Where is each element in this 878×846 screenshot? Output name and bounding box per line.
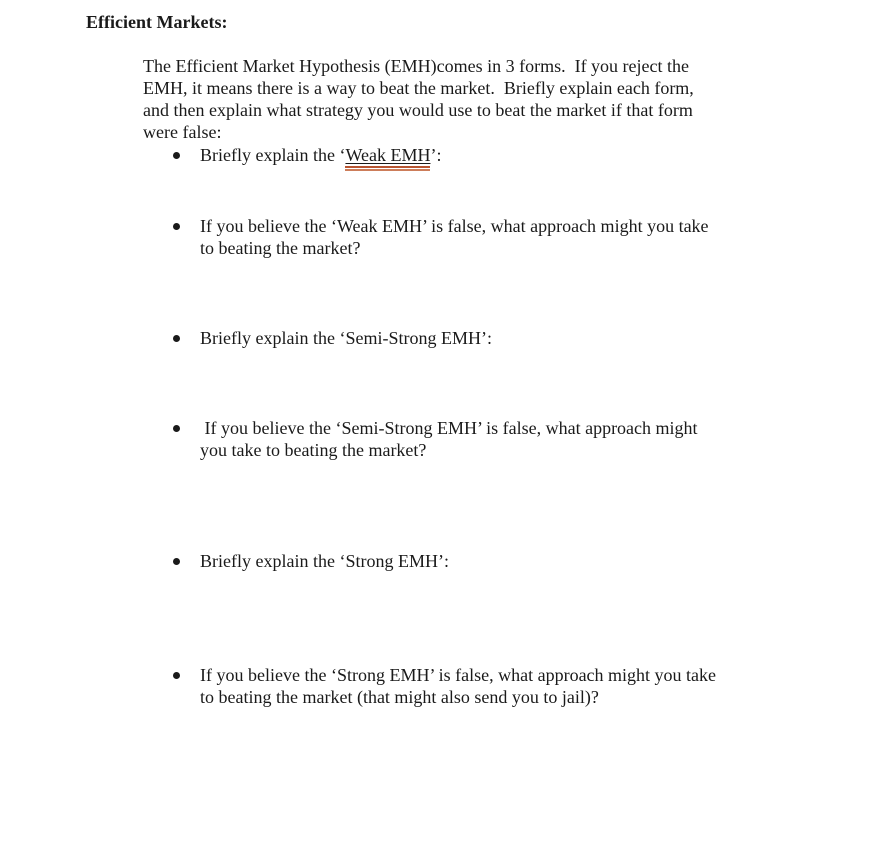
bullet-dot-icon: [173, 335, 180, 342]
bullet-text: to beating the market?: [200, 238, 361, 258]
section-heading: Efficient Markets:: [86, 12, 228, 32]
bullet-dot-icon: [173, 223, 180, 230]
intro-line: The Efficient Market Hypothesis (EMH)comes in 3 forms. If you reject the: [143, 56, 690, 76]
weak-emh-underlined-term: Weak EMH: [345, 145, 430, 168]
bullet-text: If you believe the ‘Semi-Strong EMH’ is false, what approach might: [200, 418, 698, 438]
bullet-text: [200, 144, 441, 166]
bullet-semistrong-emh-strategy: [200, 417, 698, 461]
bullet-text: to beating the market (that might also send you to jail)?: [200, 687, 599, 707]
bullet-text: If you believe the ‘Weak EMH’ is false, what approach might you take: [200, 216, 709, 236]
bullet-semistrong-emh-define: [200, 327, 492, 349]
bullet-dot-icon: [173, 425, 180, 432]
bullet-weak-emh-define: [200, 144, 441, 166]
bullet-dot-icon: [173, 152, 180, 159]
bullet-text-suffix: ’:: [430, 145, 442, 165]
bullet-dot-icon: [173, 558, 180, 565]
intro-line: were false:: [143, 122, 222, 142]
bullet-weak-emh-strategy: [200, 215, 709, 259]
intro-paragraph: [143, 55, 694, 143]
bullet-text: Briefly explain the ‘Semi-Strong EMH’:: [200, 328, 492, 348]
bullet-dot-icon: [173, 672, 180, 679]
bullet-strong-emh-define: [200, 550, 449, 572]
bullet-strong-emh-strategy: [200, 664, 716, 708]
bullet-text: Briefly explain the ‘Strong EMH’:: [200, 551, 449, 571]
bullet-text: you take to beating the market?: [200, 440, 427, 460]
intro-line: and then explain what strategy you would use to beat the market if that form: [143, 100, 693, 120]
bullet-text: If you believe the ‘Strong EMH’ is false, what approach might you take: [200, 665, 717, 685]
bullet-text-prefix: Briefly explain the ‘: [200, 145, 346, 165]
intro-line: EMH, it means there is a way to beat the market. Briefly explain each form,: [143, 78, 694, 98]
